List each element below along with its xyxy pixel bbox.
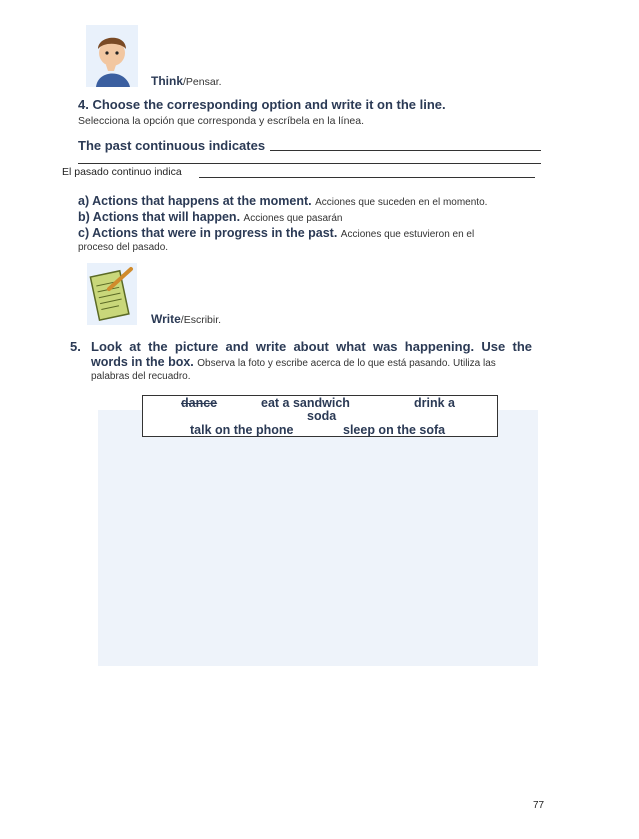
- notepad-pencil-icon: [87, 263, 137, 325]
- exercise-5-title-line2: [91, 355, 496, 369]
- exercise-4-title: 4. Choose the corresponding option and write it on the line.: [78, 97, 446, 112]
- answer-line-3[interactable]: [199, 177, 535, 178]
- prompt-spanish: El pasado continuo indica: [62, 166, 182, 178]
- option-b-text: b) Actions that will happen.: [78, 210, 241, 224]
- page-number: 77: [533, 800, 545, 811]
- write-translation: /Escribir.: [180, 314, 222, 326]
- option-a-text: a) Actions that happens at the moment.: [78, 194, 312, 208]
- word-sleep-on-the-sofa: sleep on the sofa: [343, 423, 446, 437]
- option-b: [78, 210, 343, 224]
- think-translation: /Pensar.: [183, 76, 222, 88]
- option-a-es: Acciones que suceden en el momento.: [315, 197, 488, 208]
- word-dance: dance: [181, 396, 218, 410]
- answer-line-1[interactable]: [270, 150, 541, 151]
- option-c-continuation: proceso del pasado.: [78, 242, 169, 253]
- exercise-5-instruction-es: Observa la foto y escribe acerca de lo que está pasando. Utiliza las: [197, 358, 496, 369]
- option-b-es: Acciones que pasarán: [243, 213, 343, 224]
- exercise-4-instruction: Selecciona la opción que corresponda y escríbela en la línea.: [78, 115, 365, 127]
- exercise-5-number: 5.: [70, 339, 81, 354]
- think-label: Think: [151, 74, 183, 88]
- option-c-es: Acciones que estuvieron en el: [340, 229, 475, 240]
- option-c-text: c) Actions that were in progress in the past.: [78, 226, 338, 240]
- word-talk-on-the-phone: talk on the phone: [190, 423, 294, 437]
- exercise-5-bold-text: words in the box.: [91, 355, 194, 369]
- option-c: [78, 226, 474, 240]
- word-soda: soda: [307, 409, 337, 423]
- think-heading: [151, 74, 222, 88]
- option-a: [78, 194, 487, 208]
- write-heading: [151, 312, 221, 326]
- word-drink-a: drink a: [414, 396, 455, 410]
- word-box: [142, 395, 498, 437]
- picture-area: [98, 410, 538, 666]
- write-label: Write: [151, 312, 181, 326]
- exercise-5-title-line1: Look at the picture and write about what was happening. Use the: [91, 339, 532, 354]
- answer-line-2[interactable]: [78, 163, 541, 164]
- prompt-english: The past continuous indicates: [78, 138, 266, 153]
- word-eat-a-sandwich: eat a sandwich: [261, 396, 350, 410]
- thinking-boy-icon: [86, 25, 138, 87]
- exercise-5-instruction-es-cont: palabras del recuadro.: [91, 371, 191, 382]
